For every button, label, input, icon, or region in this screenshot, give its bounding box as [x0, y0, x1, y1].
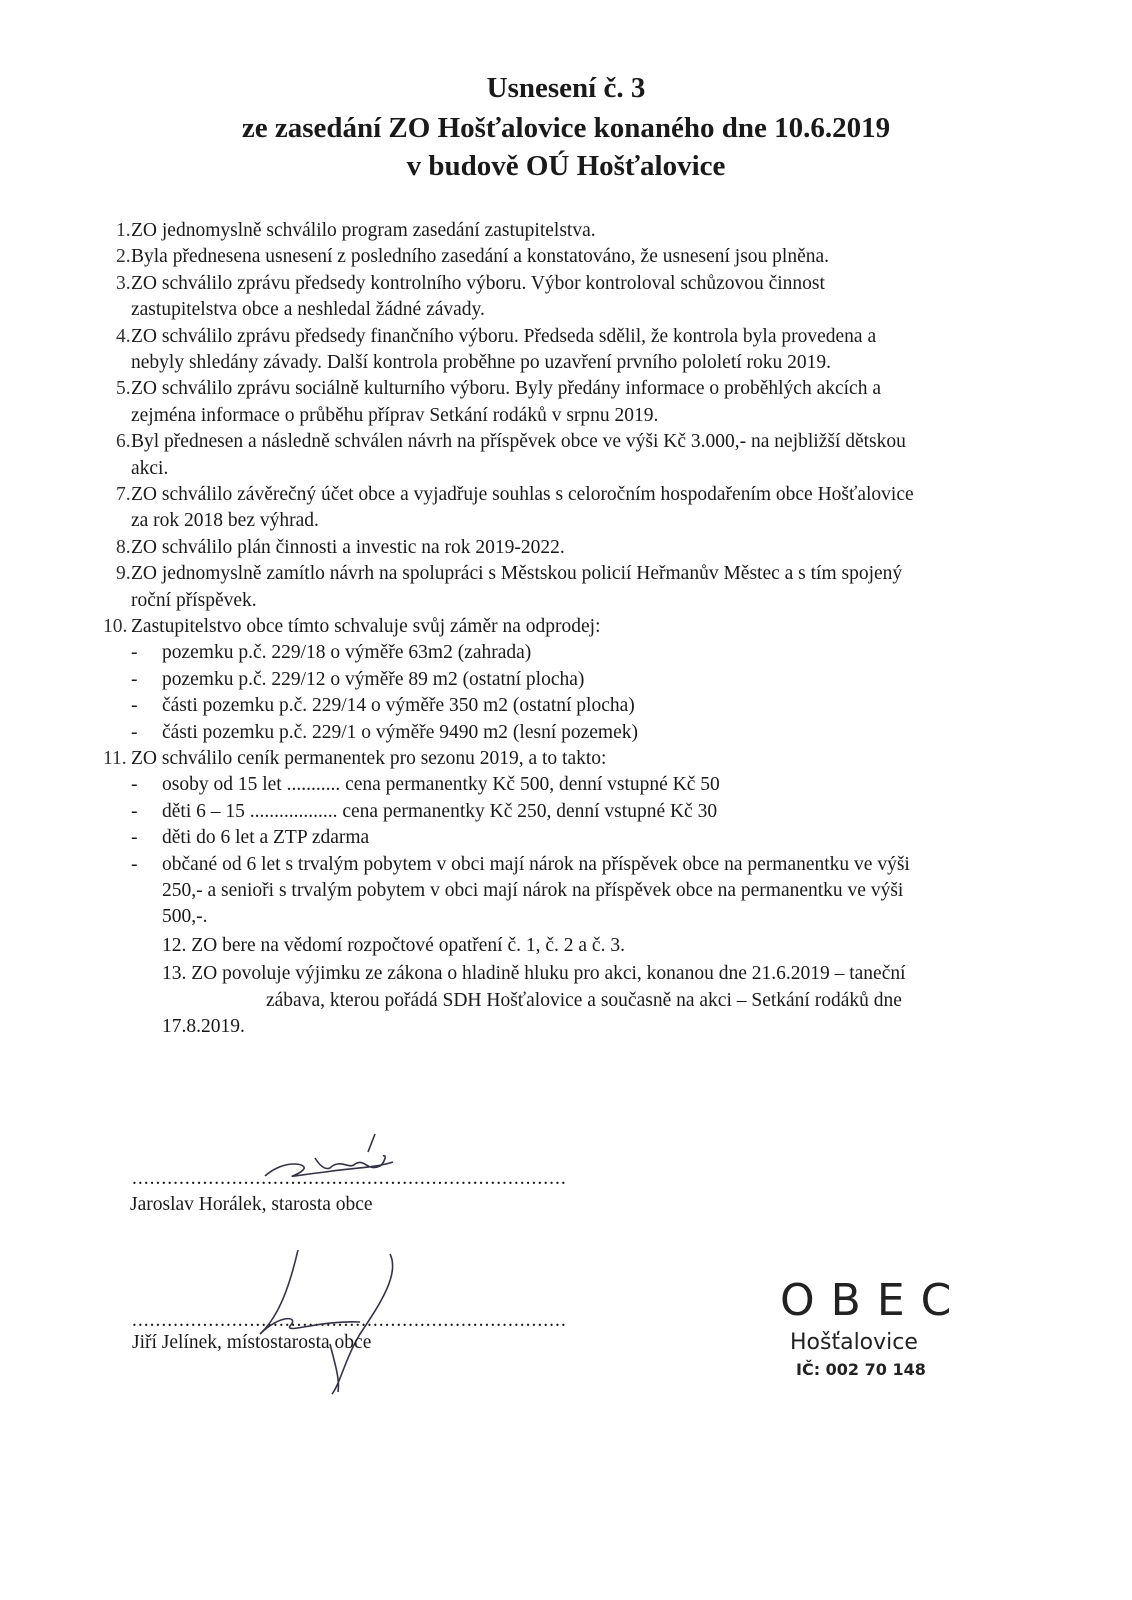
item-6-text: akci. — [131, 457, 169, 479]
item-9-text: roční příspěvek. — [131, 589, 257, 611]
item-13-text: zábava, kterou pořádá SDH Hošťalovice a současně na akci – Setkání rodáků dne — [266, 989, 902, 1011]
item-number: 3. — [116, 272, 131, 294]
item-10-bullet: části pozemku p.č. 229/1 o výměře 9490 m2 (lesní pozemek) — [162, 721, 638, 743]
bullet-dash: - — [131, 827, 138, 849]
item-number: 1. — [116, 220, 131, 241]
stamp-municipality: Hošťalovice — [790, 1330, 918, 1355]
deputy-name: Jiří Jelínek, místostarosta obce — [132, 1332, 372, 1353]
item-number: 9. — [116, 563, 131, 585]
mayor-signature — [255, 1128, 425, 1188]
resolution-title: Usnesení č. 3 — [486, 72, 646, 104]
item-10-bullet: pozemku p.č. 229/18 o výměře 63m2 (zahrada) — [162, 642, 532, 664]
bullet-dash: - — [131, 800, 138, 822]
item-5-text: zejména informace o průběhu příprav Setkání rodáků v srpnu 2019. — [131, 404, 659, 426]
item-number: 6. — [116, 431, 131, 453]
item-8-text: ZO schválilo plán činnosti a investic na rok 2019-2022. — [131, 536, 565, 558]
bullet-dash: - — [131, 668, 138, 690]
item-11-bullet: děti 6 – 15 .................. cena permanentky Kč 250, denní vstupné Kč 30 — [162, 800, 718, 822]
item-11-bullet: 250,- a senioři s trvalým pobytem v obci mají nárok na příspěvek obce na permanentku ve výši — [162, 880, 904, 901]
item-3-text: zastupitelstva obce a neshledal žádné závady. — [131, 299, 485, 321]
item-5-text: ZO schválilo zprávu sociálně kulturního výboru. Byly předány informace o proběhlých akcích a — [131, 378, 881, 400]
bullet-dash: - — [131, 774, 138, 796]
item-9-text: ZO jednomyslně zamítlo návrh na spolupráci s Městskou policií Heřmanův Městec a s tím spojený — [131, 563, 903, 585]
stamp-obec: OBEC — [780, 1275, 968, 1326]
item-6-text: Byl přednesen a následně schválen návrh na příspěvek obce ve výši Kč 3.000,- na nejbližší dětskou — [131, 431, 906, 453]
item-1-text: ZO jednomyslně schválilo program zasedání zastupitelstva. — [131, 220, 596, 241]
item-number: 2. — [116, 246, 131, 268]
item-3-text: ZO schválilo zprávu předsedy kontrolního výboru. Výbor kontroloval schůzovou činnost — [131, 272, 825, 294]
stamp-ic: IČ: 002 70 148 — [796, 1360, 926, 1379]
item-number: 4. — [116, 325, 131, 347]
signature-line-deputy: .......................................................................... — [132, 1310, 567, 1331]
item-number: 5. — [116, 378, 131, 400]
item-number: 8. — [116, 536, 131, 558]
item-4-text: ZO schválilo zprávu předsedy finančního výboru. Předseda sdělil, že kontrola byla provedena a — [131, 325, 877, 347]
deputy-signature — [240, 1244, 440, 1404]
item-10-bullet: části pozemku p.č. 229/14 o výměře 350 m2 (ostatní plocha) — [162, 695, 635, 717]
bullet-dash: - — [131, 642, 138, 664]
item-2-text: Byla přednesena usnesení z posledního zasedání a konstatováno, že usnesení jsou plněna. — [131, 246, 830, 268]
item-10-bullet: pozemku p.č. 229/12 o výměře 89 m2 (ostatní plocha) — [162, 668, 585, 690]
bullet-dash: - — [131, 853, 138, 875]
item-number: 11. — [103, 748, 127, 769]
mayor-name: Jaroslav Horálek, starosta obce — [130, 1194, 373, 1215]
item-11-bullet: osoby od 15 let ........... cena permanentky Kč 500, denní vstupné Kč 50 — [162, 774, 720, 796]
meeting-subtitle: ze zasedání ZO Hošťalovice konaného dne 10.6.2019 — [241, 112, 891, 144]
item-10-text: Zastupitelstvo obce tímto schvaluje svůj záměr na odprodej: — [131, 616, 601, 637]
item-number: 7. — [116, 484, 131, 505]
bullet-dash: - — [131, 695, 138, 717]
item-12-text: 12. ZO bere na vědomí rozpočtové opatření č. 1, č. 2 a č. 3. — [162, 934, 625, 956]
item-13-text: 17.8.2019. — [162, 1016, 245, 1037]
signature-line-mayor: .......................................................................... — [132, 1168, 567, 1189]
item-13-text: 13. ZO povoluje výjimku ze zákona o hladině hluku pro akci, konanou dne 21.6.2019 – taneční — [162, 963, 906, 985]
item-7-text: za rok 2018 bez výhrad. — [131, 510, 319, 532]
item-11-text: ZO schválilo ceník permanentek pro sezonu 2019, a to takto: — [131, 748, 607, 769]
item-11-bullet: děti do 6 let a ZTP zdarma — [162, 827, 370, 849]
bullet-dash: - — [131, 721, 138, 743]
meeting-location: v budově OÚ Hošťalovice — [406, 150, 726, 182]
item-number: 10. — [103, 616, 128, 637]
item-4-text: nebyly shledány závady. Další kontrola proběhne po uzavření prvního pololetí roku 2019. — [131, 352, 832, 373]
item-7-text: ZO schválilo závěrečný účet obce a vyjadřuje souhlas s celoročním hospodařením obce Hošťalovice — [131, 484, 914, 505]
item-11-bullet: občané od 6 let s trvalým pobytem v obci mají nárok na příspěvek obce na permanentku ve výši — [162, 853, 910, 875]
item-11-bullet: 500,-. — [162, 906, 208, 928]
